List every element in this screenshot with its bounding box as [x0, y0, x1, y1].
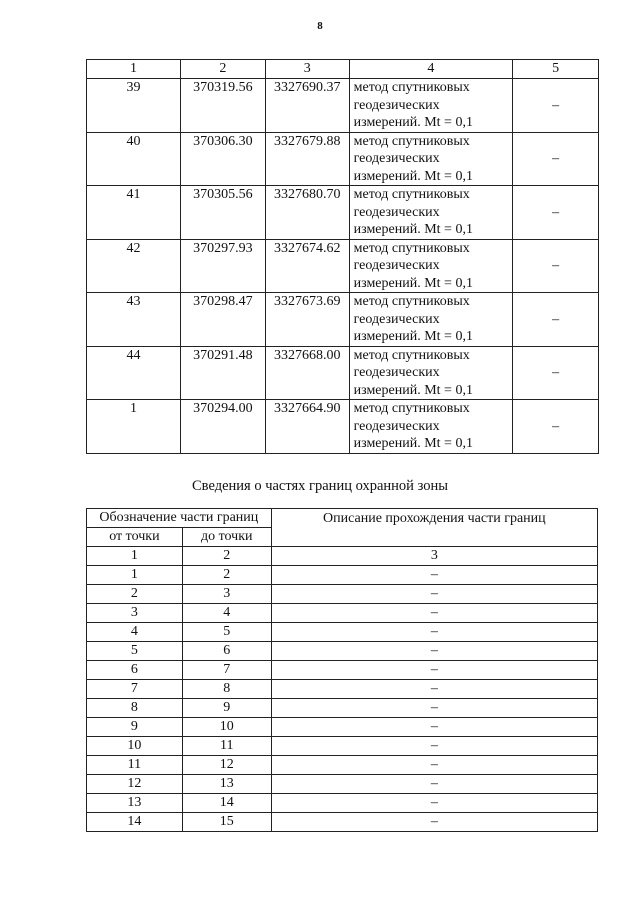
coordinate-row [87, 79, 599, 133]
to-point-cell: 5 [182, 623, 271, 642]
description-cell: – [271, 661, 597, 680]
from-point-cell: 1 [87, 547, 183, 566]
method-text-line: измерений. Mt = 0,1 [353, 382, 473, 398]
method-cell [349, 400, 513, 454]
description-cell: – [271, 642, 597, 661]
method-cell [349, 132, 513, 186]
description-cell: 3 [271, 547, 597, 566]
boundary-part-row [87, 737, 598, 756]
from-point-cell: 2 [87, 585, 183, 604]
dash-cell: – [513, 239, 599, 293]
x-coordinate-cell: 370297.93 [181, 239, 266, 293]
description-cell: – [271, 737, 597, 756]
point-number-cell: 41 [87, 186, 181, 240]
method-text-line: измерений. Mt = 0,1 [353, 329, 473, 344]
dash-cell: – [513, 400, 599, 454]
dash-cell: – [513, 79, 599, 133]
from-point-cell: 13 [87, 794, 183, 813]
coordinate-row [87, 239, 599, 293]
from-point-cell: 6 [87, 661, 183, 680]
method-cell [349, 186, 513, 240]
boundary-part-row [87, 794, 598, 813]
section-title: Сведения о частях границ охранной зоны [192, 478, 448, 494]
coordinate-row [87, 132, 599, 186]
to-point-cell: 10 [182, 718, 271, 737]
from-point-cell: 14 [87, 813, 183, 832]
header-to-point: до точки [182, 528, 271, 547]
method-cell [349, 346, 513, 400]
x-coordinate-cell: 370291.48 [181, 346, 266, 400]
description-cell: – [271, 680, 597, 699]
from-point-cell: 12 [87, 775, 183, 794]
to-point-cell: 4 [182, 604, 271, 623]
boundary-part-row [87, 642, 598, 661]
boundary-part-row [87, 547, 598, 566]
method-text-line: метод спутниковых [353, 347, 470, 363]
method-cell [349, 79, 513, 133]
coordinate-row [87, 293, 599, 347]
method-cell [349, 239, 513, 293]
method-text-line: геодезических [353, 365, 440, 380]
method-text-line: геодезических [353, 97, 440, 113]
x-coordinate-cell: 370298.47 [181, 293, 266, 347]
coordinate-row [87, 186, 599, 240]
boundary-part-row [87, 813, 598, 832]
description-cell: – [271, 775, 597, 794]
point-number-cell: 43 [87, 293, 181, 347]
description-cell: – [271, 699, 597, 718]
to-point-cell: 8 [182, 680, 271, 699]
from-point-cell: 4 [87, 623, 183, 642]
to-point-cell: 3 [182, 585, 271, 604]
to-point-cell: 9 [182, 699, 271, 718]
boundary-part-row [87, 680, 598, 699]
col-header-1: 1 [87, 60, 181, 79]
from-point-cell: 11 [87, 756, 183, 775]
from-point-cell: 9 [87, 718, 183, 737]
boundary-part-row [87, 661, 598, 680]
from-point-cell: 1 [87, 566, 183, 585]
x-coordinate-cell: 370319.56 [181, 79, 266, 133]
boundary-part-row [87, 775, 598, 794]
description-cell: – [271, 623, 597, 642]
to-point-cell: 2 [182, 547, 271, 566]
page-number: 8 [317, 20, 323, 32]
method-text-line: метод спутниковых [353, 240, 470, 256]
coordinates-header-row [87, 60, 599, 79]
point-number-cell: 40 [87, 132, 181, 186]
to-point-cell: 6 [182, 642, 271, 661]
method-text-line: метод спутниковых [353, 80, 470, 95]
method-text-line: метод спутниковых [353, 133, 470, 149]
header-from-point: от точки [87, 528, 183, 547]
col-header-2: 2 [181, 60, 266, 79]
method-text-line: геодезических [353, 258, 440, 273]
method-text-line: геодезических [353, 418, 440, 434]
method-text-line: измерений. Mt = 0,1 [353, 168, 473, 184]
method-text-line: измерений. Mt = 0,1 [353, 275, 473, 291]
method-cell [349, 293, 513, 347]
method-text-line: геодезических [353, 151, 440, 166]
coordinates-table [86, 59, 599, 454]
header-boundary-description: Описание прохождения части границ [271, 509, 597, 547]
method-text-line: измерений. Mt = 0,1 [353, 115, 473, 130]
description-cell: – [271, 566, 597, 585]
x-coordinate-cell: 370294.00 [181, 400, 266, 454]
dash-cell: – [513, 186, 599, 240]
col-header-3: 3 [265, 60, 349, 79]
method-text-line: метод спутниковых [353, 401, 470, 416]
coordinate-row [87, 400, 599, 454]
description-cell: – [271, 718, 597, 737]
to-point-cell: 13 [182, 775, 271, 794]
y-coordinate-cell: 3327664.90 [265, 400, 349, 454]
y-coordinate-cell: 3327690.37 [265, 79, 349, 133]
from-point-cell: 7 [87, 680, 183, 699]
description-cell: – [271, 604, 597, 623]
col-header-5: 5 [513, 60, 599, 79]
boundary-part-row [87, 566, 598, 585]
method-text-line: геодезических [353, 311, 440, 327]
dash-cell: – [513, 346, 599, 400]
point-number-cell: 42 [87, 239, 181, 293]
method-text-line: измерений. Mt = 0,1 [353, 436, 473, 451]
description-cell: – [271, 756, 597, 775]
dash-cell: – [513, 293, 599, 347]
point-number-cell: 44 [87, 346, 181, 400]
from-point-cell: 8 [87, 699, 183, 718]
y-coordinate-cell: 3327679.88 [265, 132, 349, 186]
point-number-cell: 39 [87, 79, 181, 133]
dash-cell: – [513, 132, 599, 186]
boundary-part-row [87, 604, 598, 623]
boundary-part-row [87, 623, 598, 642]
coordinate-row [87, 346, 599, 400]
from-point-cell: 5 [87, 642, 183, 661]
point-number-cell: 1 [87, 400, 181, 454]
x-coordinate-cell: 370305.56 [181, 186, 266, 240]
header-boundary-designation: Обозначение части границ [87, 509, 272, 528]
boundary-part-row [87, 756, 598, 775]
description-cell: – [271, 585, 597, 604]
boundary-part-row [87, 699, 598, 718]
to-point-cell: 15 [182, 813, 271, 832]
boundary-part-row [87, 718, 598, 737]
y-coordinate-cell: 3327668.00 [265, 346, 349, 400]
boundary-part-row [87, 585, 598, 604]
to-point-cell: 2 [182, 566, 271, 585]
method-text-line: геодезических [353, 204, 440, 220]
from-point-cell: 10 [87, 737, 183, 756]
to-point-cell: 14 [182, 794, 271, 813]
method-text-line: метод спутниковых [353, 294, 470, 309]
col-header-4: 4 [349, 60, 513, 79]
y-coordinate-cell: 3327673.69 [265, 293, 349, 347]
description-cell: – [271, 794, 597, 813]
method-text-line: измерений. Mt = 0,1 [353, 222, 473, 237]
to-point-cell: 11 [182, 737, 271, 756]
boundary-parts-table [86, 508, 598, 832]
y-coordinate-cell: 3327674.62 [265, 239, 349, 293]
y-coordinate-cell: 3327680.70 [265, 186, 349, 240]
description-cell: – [271, 813, 597, 832]
from-point-cell: 3 [87, 604, 183, 623]
to-point-cell: 12 [182, 756, 271, 775]
method-text-line: метод спутниковых [353, 187, 470, 202]
x-coordinate-cell: 370306.30 [181, 132, 266, 186]
to-point-cell: 7 [182, 661, 271, 680]
